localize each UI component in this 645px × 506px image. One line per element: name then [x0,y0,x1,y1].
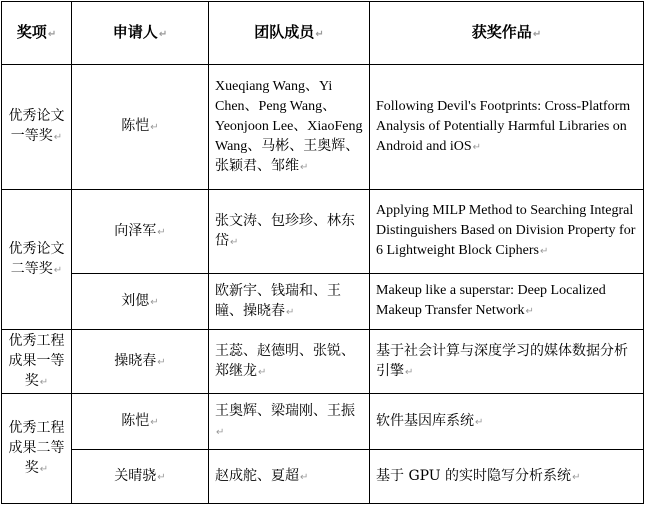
members-cell: 张文涛、包珍珍、林东岱↵ [209,190,370,274]
work-cell: 基于 GPU 的实时隐写分析系统↵ [370,450,644,504]
table-row [2,274,644,330]
table-row [2,65,644,190]
work-cell: 软件基因库系统↵ [370,394,644,450]
table-row [2,394,644,450]
header-members: 团队成员↵ [209,2,370,65]
members-cell: 欧新宇、钱瑞和、王瞳、操晓春↵ [209,274,370,330]
applicant-cell: 操晓春↵ [72,330,209,394]
work-cell: Following Devil's Footprints: Cross-Platform Analysis of Potentially Harmful Libraries on Android and iOS↵ [370,65,644,190]
applicant-cell: 向泽军↵ [72,190,209,274]
applicant-cell: 关晴骁↵ [72,450,209,504]
award-cell: 优秀工程成果一等奖↵ [2,330,72,394]
work-cell: 基于社会计算与深度学习的媒体数据分析引擎↵ [370,330,644,394]
awards-table [1,1,644,504]
table-row [2,190,644,274]
header-award: 奖项↵ [2,2,72,65]
members-cell: 赵成舵、夏超↵ [209,450,370,504]
table-row [2,450,644,504]
members-cell: 王奥辉、梁瑞刚、王振↵ [209,394,370,450]
work-cell: Applying MILP Method to Searching Integral Distinguishers Based on Division Property for 6 Lightweight Block Ciphers↵ [370,190,644,274]
applicant-cell: 陈恺↵ [72,394,209,450]
members-cell: 王蕊、赵德明、张锐、郑继龙↵ [209,330,370,394]
applicant-cell: 陈恺↵ [72,65,209,190]
award-cell: 优秀论文二等奖↵ [2,190,72,330]
award-cell: 优秀论文一等奖↵ [2,65,72,190]
work-cell: Makeup like a superstar: Deep Localized Makeup Transfer Network↵ [370,274,644,330]
table-header-row [2,2,644,65]
table-row [2,330,644,394]
header-applicant: 申请人↵ [72,2,209,65]
award-cell: 优秀工程成果二等奖↵ [2,394,72,504]
header-work: 获奖作品↵ [370,2,644,65]
members-cell: Xueqiang Wang、Yi Chen、Peng Wang、Yeonjoon Lee、XiaoFeng Wang、马彬、王奥辉、张颖君、邹维↵ [209,65,370,190]
applicant-cell: 刘偲↵ [72,274,209,330]
